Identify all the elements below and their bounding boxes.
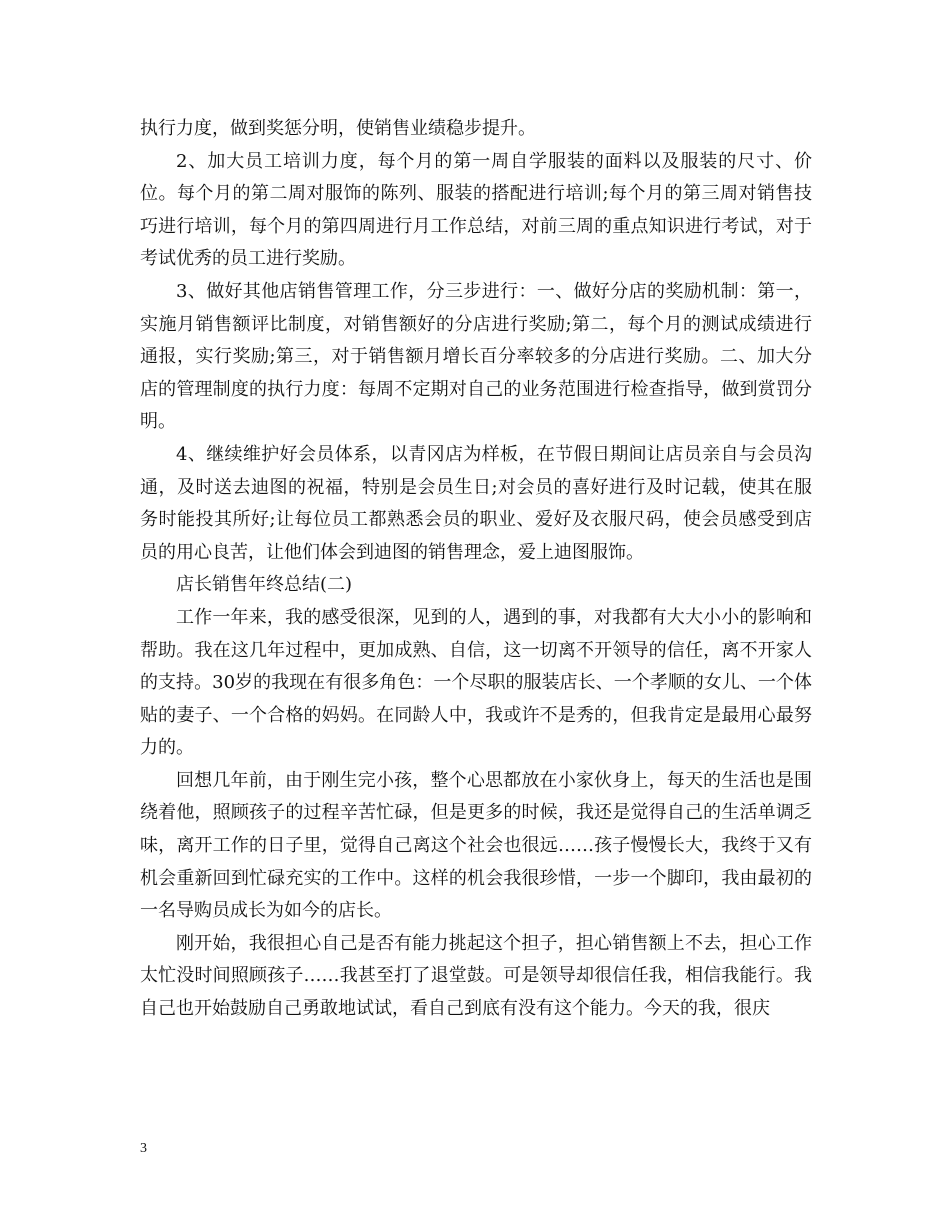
paragraph-2: 2、加大员工培训力度，每个月的第一周自学服装的面料以及服装的尺寸、价位。每个月的第二周对服饰的陈列、服装的搭配进行培训;每个月的第三周对销售技巧进行培训，每个月的第四周进行月工作总结，对前三周的重点知识进行考试，对于考试优秀的员工进行奖励。 <box>140 150 812 270</box>
page-number: 3 <box>140 1141 147 1156</box>
document-body <box>140 113 812 1026</box>
paragraph-6: 回想几年前，由于刚生完小孩，整个心思都放在小家伙身上，每天的生活也是围绕着他，照顾孩子的过程辛苦忙碌，但是更多的时候，我还是觉得自己的生活单调乏味，离开工作的日子里，觉得自己离这个社会也很远……孩子慢慢长大，我终于又有机会重新回到忙碌充实的工作中。这样的机会我很珍惜，一步一个脚印，我由最初的一名导购员成长为如今的店长。 <box>140 769 812 922</box>
paragraph-4: 4、继续维护好会员体系，以青冈店为样板，在节假日期间让店员亲自与会员沟通，及时送去迪图的祝福，特别是会员生日;对会员的喜好进行及时记载，使其在服务时能投其所好;让每位员工都熟悉会员的职业、爱好及衣服尺码，使会员感受到店员的用心良苦，让他们体会到迪图的销售理念，爱上迪图服饰。 <box>140 443 812 563</box>
paragraph-1: 执行力度，做到奖惩分明，使销售业绩稳步提升。 <box>140 118 536 139</box>
paragraph-5: 工作一年来，我的感受很深，见到的人，遇到的事，对我都有大大小小的影响和帮助。我在这几年过程中，更加成熟、自信，这一切离不开领导的信任，离不开家人的支持。30岁的我现在有很多角色：一个尽职的服装店长、一个孝顺的女儿、一个体贴的妻子、一个合格的妈妈。在同龄人中，我或许不是秀的，但我肯定是最用心最努力的。 <box>140 606 812 759</box>
section-heading: 店长销售年终总结(二) <box>176 574 353 596</box>
paragraph-7: 刚开始，我很担心自己是否有能力挑起这个担子，担心销售额上不去，担心工作太忙没时间照顾孩子……我甚至打了退堂鼓。可是领导却很信任我，相信我能行。我自己也开始鼓励自己勇敢地试试，看自己到底有没有这个能力。今天的我，很庆 <box>140 932 812 1020</box>
paragraph-3: 3、做好其他店销售管理工作，分三步进行：一、做好分店的奖励机制：第一，实施月销售额评比制度，对销售额好的分店进行奖励;第二，每个月的测试成绩进行通报，实行奖励;第三，对于销售额月增长百分率较多的分店进行奖励。二、加大分店的管理制度的执行力度：每周不定期对自己的业务范围进行检查指导，做到赏罚分明。 <box>140 280 812 433</box>
